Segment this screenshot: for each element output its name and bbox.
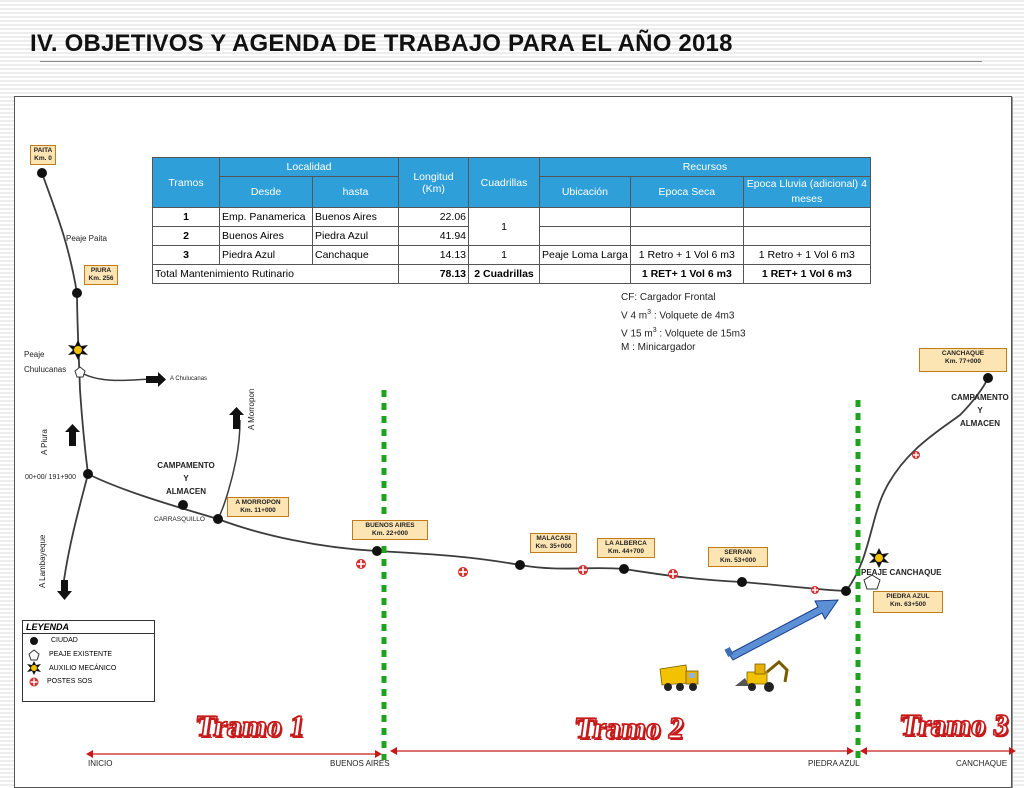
cell-ubicacion bbox=[540, 208, 631, 227]
cell-seca bbox=[630, 208, 743, 227]
place-box-buenos-aires bbox=[352, 520, 428, 540]
place-box-piedra-azul bbox=[873, 591, 943, 613]
arrow-piura-icon bbox=[65, 424, 80, 446]
place-name: LA ALBERCA bbox=[605, 540, 647, 547]
dump-truck-icon bbox=[660, 665, 698, 691]
label-peaje-chulucanas-2: Chulucanas bbox=[24, 365, 67, 374]
place-box-serran bbox=[708, 547, 768, 567]
note-line bbox=[621, 306, 746, 324]
place-km: Km. 44+700 bbox=[608, 548, 644, 555]
city-paita bbox=[37, 168, 47, 178]
toll-canchaque-icon bbox=[864, 575, 880, 589]
cell-total-lluvia: 1 RET+ 1 Vol 6 m3 bbox=[743, 265, 870, 284]
arrow-lambayeque-icon bbox=[57, 580, 72, 600]
cell-seca: 1 Retro + 1 Vol 6 m3 bbox=[630, 246, 743, 265]
city-malacasi bbox=[515, 560, 525, 570]
sos-post-icon bbox=[578, 565, 588, 575]
place-name: BUENOS AIRES bbox=[365, 522, 415, 529]
label-bottom-buenos-aires: BUENOS AIRES bbox=[330, 759, 390, 768]
header-tramos: Tramos bbox=[153, 158, 220, 208]
place-name: MALACASI bbox=[536, 535, 571, 542]
road-lambayeque bbox=[64, 474, 88, 580]
cell-desde: Buenos Aires bbox=[220, 227, 313, 246]
label-carrasquillo: CARRASQUILLO bbox=[154, 516, 205, 523]
label-bottom-piedra-azul: PIEDRA AZUL bbox=[808, 759, 860, 768]
legend-toll-icon bbox=[29, 650, 39, 660]
cell-desde: Emp. Panamerica bbox=[220, 208, 313, 227]
note-part: V 4 m bbox=[621, 309, 648, 321]
note-sup: 3 bbox=[647, 308, 652, 316]
place-km: Km. 77+000 bbox=[945, 358, 981, 365]
cell-cuadrillas: 1 bbox=[469, 208, 540, 246]
cell-total-cuadrillas: 2 Cuadrillas bbox=[469, 265, 540, 284]
place-box-malacasi bbox=[530, 533, 577, 553]
table-row bbox=[153, 208, 871, 227]
place-km: Km. 256 bbox=[88, 275, 114, 282]
label-peaje-paita: Peaje Paita bbox=[66, 234, 107, 243]
table-total-row bbox=[153, 265, 871, 284]
header-cuadrillas: Cuadrillas bbox=[469, 158, 540, 208]
place-box-morropon bbox=[227, 497, 289, 517]
place-box-piura bbox=[84, 265, 118, 285]
cell-tramo: 3 bbox=[153, 246, 220, 265]
cell-total-seca: 1 RET+ 1 Vol 6 m3 bbox=[630, 265, 743, 284]
note-line bbox=[621, 324, 746, 342]
cell-longitud: 22.06 bbox=[399, 208, 469, 227]
tramo-1-title: Tramo 1 bbox=[193, 710, 307, 743]
place-km: Km. 22+000 bbox=[372, 530, 408, 537]
backhoe-loader-icon bbox=[735, 662, 787, 692]
note-part: : Volquete de 4m3 bbox=[653, 309, 735, 321]
place-name: CANCHAQUE bbox=[941, 350, 985, 357]
cell-seca bbox=[630, 227, 743, 246]
city-serran bbox=[737, 577, 747, 587]
cell-total-longitud: 78.13 bbox=[399, 265, 469, 284]
city-piedra-azul bbox=[841, 586, 851, 596]
header-desde: Desde bbox=[220, 177, 313, 208]
place-box-la-alberca bbox=[597, 538, 655, 558]
note-sup: 3 bbox=[652, 326, 657, 334]
tramo-2-title: Tramo 2 bbox=[572, 712, 686, 745]
cell-tramo: 2 bbox=[153, 227, 220, 246]
header-hasta: hasta bbox=[313, 177, 399, 208]
cell-desde: Piedra Azul bbox=[220, 246, 313, 265]
legend-mechanic-icon bbox=[27, 661, 41, 675]
cell-tramo: 1 bbox=[153, 208, 220, 227]
tramo-1-bracket bbox=[86, 750, 382, 758]
label-peaje-chulucanas-1: Peaje bbox=[24, 350, 45, 359]
campamento-line: ALMACEN bbox=[166, 487, 206, 496]
road-paita-piura bbox=[42, 173, 77, 293]
place-km: Km. 63+500 bbox=[890, 601, 926, 608]
campamento-line: CAMPAMENTO bbox=[157, 461, 215, 470]
road-piura-junction bbox=[77, 293, 88, 474]
header-longitud: Longitud (Km) bbox=[399, 158, 469, 208]
cell-longitud: 41.94 bbox=[399, 227, 469, 246]
place-km: Km. 0 bbox=[34, 155, 52, 162]
place-name: PIURA bbox=[90, 267, 112, 274]
sos-post-icon bbox=[668, 569, 678, 579]
campamento-line: Y bbox=[183, 474, 189, 483]
place-km: Km. 35+000 bbox=[535, 543, 572, 550]
mechanic-star-piura-icon bbox=[68, 340, 88, 360]
place-name: PAITA bbox=[33, 147, 53, 154]
place-name: A MORROPON bbox=[235, 499, 281, 506]
header-recursos: Recursos bbox=[540, 158, 871, 177]
road-chulucanas bbox=[80, 372, 150, 380]
cell-lluvia bbox=[743, 208, 870, 227]
label-peaje-canchaque: PEAJE CANCHAQUE bbox=[861, 568, 942, 577]
cell-hasta: Canchaque bbox=[313, 246, 399, 265]
mechanic-star-canchaque-icon bbox=[869, 548, 889, 568]
place-box-canchaque bbox=[919, 348, 1007, 372]
header-epoca-seca: Epoca Seca bbox=[630, 177, 743, 208]
label-a-piura: A Piura bbox=[40, 429, 49, 455]
campamento-line: ALMACEN bbox=[960, 419, 1000, 428]
label-campamento-1 bbox=[154, 459, 218, 498]
tramo-3-bracket bbox=[860, 747, 1016, 755]
cell-ubicacion bbox=[540, 227, 631, 246]
resource-table bbox=[152, 157, 871, 284]
sos-post-icon bbox=[458, 567, 468, 577]
city-carrasquillo bbox=[178, 500, 188, 510]
label-km-junction: 00+00/ 191+900 bbox=[25, 474, 76, 481]
place-box-paita bbox=[30, 145, 56, 165]
legend-item: PEAJE EXISTENTE bbox=[49, 651, 113, 658]
label-inicio: INICIO bbox=[88, 759, 113, 768]
campamento-line: Y bbox=[977, 406, 983, 415]
city-junction bbox=[83, 469, 93, 479]
note-part: : Volquete de 15m3 bbox=[659, 327, 746, 339]
note-line: CF: Cargador Frontal bbox=[621, 292, 716, 303]
arrow-morropon-icon bbox=[229, 407, 244, 429]
place-name: SERRAN bbox=[724, 549, 752, 556]
label-campamento-2 bbox=[948, 391, 1012, 430]
city-piura bbox=[72, 288, 82, 298]
place-km: Km. 53+000 bbox=[720, 557, 756, 564]
note-part: V 15 m bbox=[621, 327, 653, 339]
city-canchaque bbox=[983, 373, 993, 383]
cell-total-ubicacion bbox=[540, 265, 631, 284]
cell-longitud: 14.13 bbox=[399, 246, 469, 265]
header-ubicacion: Ubicación bbox=[540, 177, 631, 208]
note-line: M : Minicargador bbox=[621, 342, 696, 354]
cell-lluvia bbox=[743, 227, 870, 246]
cell-total-label: Total Mantenimiento Rutinario bbox=[153, 265, 399, 284]
sos-post-icon bbox=[811, 586, 819, 594]
page-title: IV. OBJETIVOS Y AGENDA DE TRABAJO PARA EL AÑO 2018 bbox=[30, 30, 733, 57]
label-a-lambayeque: A Lambayeque bbox=[38, 534, 47, 588]
legend-item: CIUDAD bbox=[51, 637, 78, 644]
legend-sos-icon bbox=[30, 678, 39, 687]
tramo-2-bracket bbox=[390, 747, 854, 755]
cell-cuadrillas: 1 bbox=[469, 246, 540, 265]
label-a-morropon: A Morropon bbox=[247, 388, 256, 430]
header-epoca-lluvia: Epoca Lluvia (adicional) 4 meses bbox=[743, 177, 870, 208]
header-localidad: Localidad bbox=[220, 158, 399, 177]
city-morropon bbox=[213, 514, 223, 524]
cell-lluvia: 1 Retro + 1 Vol 6 m3 bbox=[743, 246, 870, 265]
cell-hasta: Piedra Azul bbox=[313, 227, 399, 246]
table-row bbox=[153, 246, 871, 265]
sos-post-icon bbox=[912, 451, 920, 459]
cell-hasta: Buenos Aires bbox=[313, 208, 399, 227]
city-buenos-aires bbox=[372, 546, 382, 556]
place-km: Km. 11+000 bbox=[240, 507, 276, 514]
legend-box bbox=[22, 620, 155, 702]
sos-post-icon bbox=[356, 559, 366, 569]
label-bottom-canchaque: CANCHAQUE bbox=[956, 759, 1008, 768]
label-a-chulucanas: A Chulucanas bbox=[170, 376, 208, 382]
pointer-arrow-icon bbox=[724, 600, 838, 660]
legend-item: POSTES SOS bbox=[47, 678, 93, 685]
toll-chulucanas-icon bbox=[75, 367, 85, 377]
legend-title: LEYENDA bbox=[23, 621, 154, 634]
tramo-3-title: Tramo 3 bbox=[897, 709, 1011, 742]
legend-item: AUXILIO MECÁNICO bbox=[49, 665, 117, 672]
arrow-chulucanas-icon bbox=[146, 372, 166, 387]
legend-city-icon bbox=[30, 637, 38, 645]
abbreviation-notes bbox=[621, 291, 746, 356]
cell-ubicacion: Peaje Loma Larga bbox=[540, 246, 631, 265]
place-name: PIEDRA AZUL bbox=[886, 593, 930, 600]
campamento-line: CAMPAMENTO bbox=[951, 393, 1009, 402]
city-la-alberca bbox=[619, 564, 629, 574]
